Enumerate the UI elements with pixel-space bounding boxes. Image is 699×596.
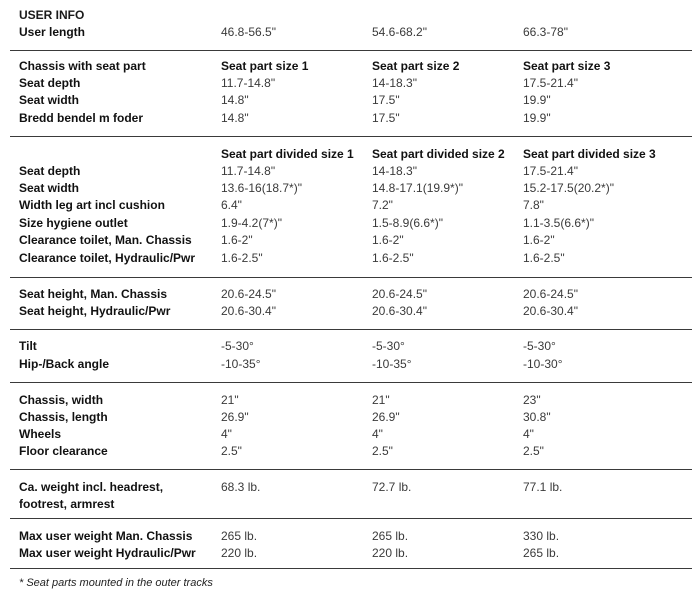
value-size-1: 1.9-4.2(7*)" (221, 216, 282, 230)
value-size-1: 68.3 lb. (221, 480, 261, 494)
value-size-1: -10-35° (221, 357, 261, 371)
value-size-3: 1.6-2.5" (523, 251, 565, 265)
section-divider (10, 277, 692, 278)
value-size-1: 1.6-2" (221, 233, 253, 247)
table-row (0, 75, 699, 92)
row-label-line-1: Ca. weight incl. headrest, (19, 480, 164, 494)
table-row (0, 286, 699, 303)
row-label: Seat height, Hydraulic/Pwr (19, 304, 171, 318)
section-divider (10, 469, 692, 470)
table-row (0, 197, 699, 214)
section-divider (10, 50, 692, 51)
value-size-2: 1.6-2" (372, 233, 404, 247)
row-label: Tilt (19, 339, 37, 353)
value-size-2: 14-18.3" (372, 164, 417, 178)
value-size-2: 20.6-30.4" (372, 304, 427, 318)
row-label: Seat depth (19, 164, 81, 178)
value-size-1: 6.4" (221, 198, 242, 212)
section-divider (10, 568, 692, 569)
value-size-3: 19.9" (523, 93, 551, 107)
value-size-2: 54.6-68.2" (372, 25, 427, 39)
table-row (0, 409, 699, 426)
row-label: Clearance toilet, Hydraulic/Pwr (19, 251, 196, 265)
value-size-2: 7.2" (372, 198, 393, 212)
value-size-2: 17.5" (372, 111, 400, 125)
value-size-3: 77.1 lb. (523, 480, 563, 494)
table-row (0, 443, 699, 460)
value-size-1: 11.7-14.8" (221, 76, 276, 90)
table-row (0, 338, 699, 355)
value-size-2: 72.7 lb. (372, 480, 412, 494)
table-header-row-divided (0, 146, 699, 163)
section-divider (10, 382, 692, 383)
value-size-1: 265 lb. (221, 529, 258, 543)
row-label: Floor clearance (19, 444, 108, 458)
value-size-2: 1.6-2.5" (372, 251, 414, 265)
value-size-1: 220 lb. (221, 546, 258, 560)
value-size-3: 19.9" (523, 111, 551, 125)
value-size-3: -5-30° (523, 339, 556, 353)
row-label: Wheels (19, 427, 62, 441)
value-size-1: 4" (221, 427, 232, 441)
section-divider (10, 136, 692, 137)
value-size-2: 20.6-24.5" (372, 287, 427, 301)
value-size-2: 1.5-8.9(6.6*)" (372, 216, 443, 230)
value-size-1: 1.6-2.5" (221, 251, 263, 265)
value-size-3: 23" (523, 393, 541, 407)
row-label: Bredd bendel m foder (19, 111, 144, 125)
value-size-1: 26.9" (221, 410, 249, 424)
row-label: Max user weight Hydraulic/Pwr (19, 546, 196, 560)
value-size-2: 14.8-17.1(19.9*)" (372, 181, 463, 195)
footnote: * Seat parts mounted in the outer tracks (19, 577, 213, 589)
table-row (0, 215, 699, 232)
row-label: Max user weight Man. Chassis (19, 529, 193, 543)
value-size-2: 26.9" (372, 410, 400, 424)
table-row (0, 303, 699, 320)
section-divider (10, 518, 692, 519)
table-row (0, 545, 699, 562)
value-size-1: 14.8" (221, 111, 249, 125)
value-size-3: 66.3-78" (523, 25, 568, 39)
row-label: Seat width (19, 93, 80, 107)
section-divider (10, 329, 692, 330)
row-label: User length (19, 25, 86, 39)
value-size-3: 1.1-3.5(6.6*)" (523, 216, 594, 230)
value-size-2: 4" (372, 427, 383, 441)
row-label: Width leg art incl cushion (19, 198, 165, 212)
value-size-2: 265 lb. (372, 529, 409, 543)
value-size-1: 20.6-24.5" (221, 287, 276, 301)
row-label: Chassis, length (19, 410, 108, 424)
value-size-2: 14-18.3" (372, 76, 417, 90)
table-row (0, 92, 699, 109)
table-row (0, 180, 699, 197)
value-size-3: 15.2-17.5(20.2*)" (523, 181, 614, 195)
value-size-2: 21" (372, 393, 390, 407)
table-row (0, 110, 699, 127)
value-size-2: 2.5" (372, 444, 393, 458)
column-header-divided-size-3: Seat part divided size 3 (523, 147, 656, 161)
table-row (0, 426, 699, 443)
row-label: Seat depth (19, 76, 81, 90)
value-size-1: 13.6-16(18.7*)" (221, 181, 302, 195)
row-label-line-2: footrest, armrest (19, 497, 115, 511)
value-size-3: 330 lb. (523, 529, 560, 543)
column-header-size-3: Seat part size 3 (523, 59, 611, 73)
table-row (0, 163, 699, 180)
value-size-3: 17.5-21.4" (523, 164, 578, 178)
value-size-3: 17.5-21.4" (523, 76, 578, 90)
value-size-1: 11.7-14.8" (221, 164, 276, 178)
row-label: Seat width (19, 181, 80, 195)
value-size-3: -10-30° (523, 357, 563, 371)
table-row-user-length (0, 24, 699, 41)
row-label: Hip-/Back angle (19, 357, 110, 371)
row-label: Seat height, Man. Chassis (19, 287, 168, 301)
table-row (0, 392, 699, 409)
value-size-1: 14.8" (221, 93, 249, 107)
value-size-3: 20.6-24.5" (523, 287, 578, 301)
table-header-row-seat-part (0, 58, 699, 75)
value-size-3: 30.8" (523, 410, 551, 424)
table-row (0, 528, 699, 545)
section-title-user-info: USER INFO (19, 8, 85, 22)
value-size-2: -5-30° (372, 339, 405, 353)
column-header-size-1: Seat part size 1 (221, 59, 309, 73)
value-size-1: 21" (221, 393, 239, 407)
value-size-3: 7.8" (523, 198, 544, 212)
value-size-1: 20.6-30.4" (221, 304, 276, 318)
column-header-divided-size-1: Seat part divided size 1 (221, 147, 354, 161)
value-size-2: 220 lb. (372, 546, 409, 560)
header-label: Chassis with seat part (19, 59, 146, 73)
value-size-1: 2.5" (221, 444, 242, 458)
table-row (0, 250, 699, 267)
value-size-3: 4" (523, 427, 534, 441)
column-header-divided-size-2: Seat part divided size 2 (372, 147, 505, 161)
value-size-2: -10-35° (372, 357, 412, 371)
value-size-3: 2.5" (523, 444, 544, 458)
value-size-3: 20.6-30.4" (523, 304, 578, 318)
table-row (0, 232, 699, 249)
column-header-size-2: Seat part size 2 (372, 59, 460, 73)
row-label: Size hygiene outlet (19, 216, 128, 230)
value-size-2: 17.5" (372, 93, 400, 107)
value-size-3: 1.6-2" (523, 233, 555, 247)
table-row-weight (0, 479, 699, 513)
table-row (0, 356, 699, 373)
value-size-1: -5-30° (221, 339, 254, 353)
row-label: Clearance toilet, Man. Chassis (19, 233, 192, 247)
value-size-3: 265 lb. (523, 546, 560, 560)
value-size-1: 46.8-56.5" (221, 25, 276, 39)
row-label: Chassis, width (19, 393, 104, 407)
